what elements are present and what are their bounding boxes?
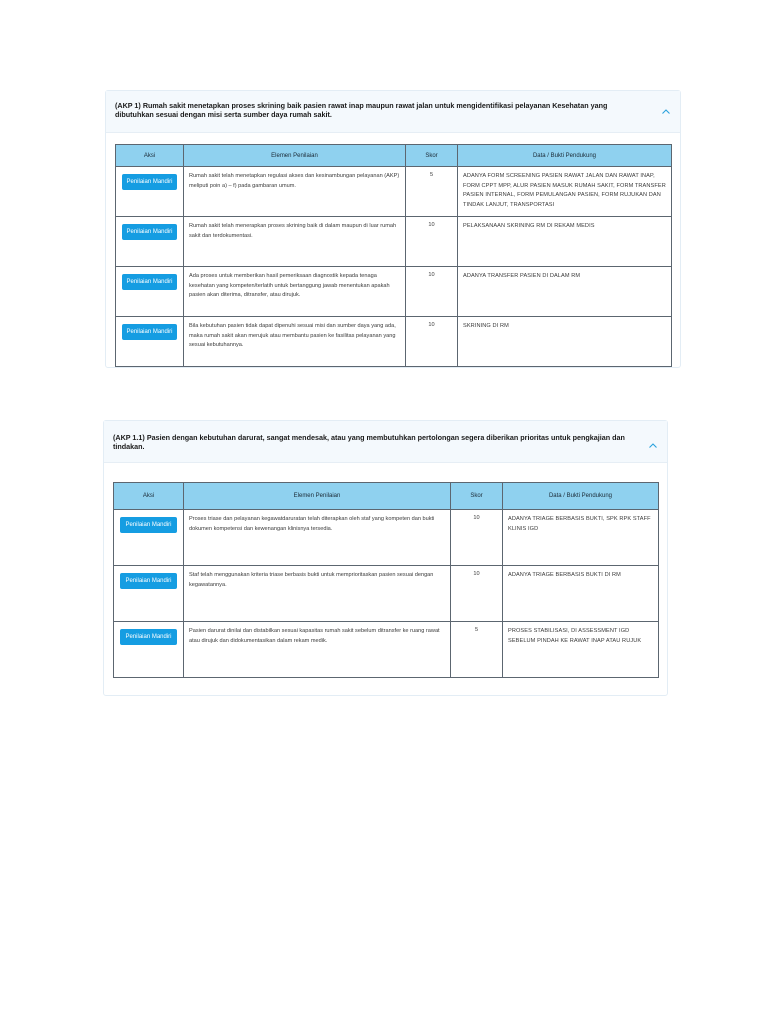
column-header-bukti: Data / Bukti Pendukung	[503, 483, 659, 510]
skor-cell: 5	[451, 622, 503, 678]
column-header-aksi: Aksi	[116, 145, 184, 167]
section-akp-1	[105, 90, 681, 368]
elemen-penilaian-cell: Proses triase dan pelayanan kegawatdaruratan telah diterapkan oleh staf yang kompeten dan bukti dokumen kompetensi dan kewenangan klinisnya tersedia.	[184, 510, 451, 566]
section-title: (AKP 1.1) Pasien dengan kebutuhan darurat, sangat mendesak, atau yang membutuhkan pertolongan segera diberikan prioritas untuk pengkajian dan tindakan.	[113, 433, 625, 451]
column-header-elemen: Elemen Penilaian	[184, 483, 451, 510]
bukti-pendukung-cell: ADANYA TRIAGE BERBASIS BUKTI, SPK RPK STAFF KLINIS IGD	[503, 510, 659, 566]
skor-cell: 10	[451, 566, 503, 622]
column-header-bukti: Data / Bukti Pendukung	[458, 145, 672, 167]
column-header-skor: Skor	[406, 145, 458, 167]
penilaian-mandiri-button[interactable]: Penilaian Mandiri	[122, 324, 177, 340]
penilaian-mandiri-button[interactable]: Penilaian Mandiri	[122, 224, 177, 240]
skor-cell: 10	[406, 267, 458, 317]
column-header-elemen: Elemen Penilaian	[184, 145, 406, 167]
chevron-up-icon[interactable]	[648, 442, 660, 452]
penilaian-mandiri-button[interactable]: Penilaian Mandiri	[122, 174, 177, 190]
column-header-aksi: Aksi	[114, 483, 184, 510]
table-row	[114, 566, 659, 622]
penilaian-mandiri-button[interactable]: Penilaian Mandiri	[122, 274, 177, 290]
elemen-penilaian-cell: Rumah sakit telah menetapkan regulasi akses dan kesinambungan pelayanan (AKP) meliputi poin a) – f) pada gambaran umum.	[184, 167, 406, 217]
bukti-pendukung-cell: ADANYA FORM SCREENING PASIEN RAWAT JALAN DAN RAWAT INAP, FORM CPPT MPP, ALUR PASIEN MASUK RUMAH SAKIT, FORM TRANSFER PASIEN INTERNAL, FORM PEMULANGAN PASIEN, FORM RUJUKAN DAN TINDAK LANJUT, TRANSPORTASI	[458, 167, 672, 217]
bukti-pendukung-cell: ADANYA TRIAGE BERBASIS BUKTI DI RM	[503, 566, 659, 622]
bukti-pendukung-cell: PELAKSANAAN SKRINING RM DI REKAM MEDIS	[458, 217, 672, 267]
assessment-table	[113, 482, 659, 678]
skor-cell: 10	[406, 317, 458, 367]
assessment-table	[115, 144, 672, 367]
elemen-penilaian-cell: Ada proses untuk memberikan hasil pemeriksaan diagnostik kepada tenaga kesehatan yang kompeten/terlatih untuk bertanggung jawab menentukan apakah pasien akan diterima, ditransfer, atau dirujuk.	[184, 267, 406, 317]
penilaian-mandiri-button[interactable]: Penilaian Mandiri	[120, 517, 177, 533]
table-row	[116, 267, 672, 317]
table-row	[114, 622, 659, 678]
section-akp-1-1	[103, 420, 668, 696]
skor-cell: 10	[451, 510, 503, 566]
penilaian-mandiri-button[interactable]: Penilaian Mandiri	[120, 573, 177, 589]
elemen-penilaian-cell: Pasien darurat dinilai dan distabilkan sesuai kapasitas rumah sakit sebelum ditransfer ke ruang rawat atau dirujuk dan didokumentasikan dalam rekam medik.	[184, 622, 451, 678]
table-row	[116, 317, 672, 367]
elemen-penilaian-cell: Staf telah menggunakan kriteria triase berbasis bukti untuk memprioritaskan pasien sesuai dengan kegawatannya.	[184, 566, 451, 622]
table-row	[116, 217, 672, 267]
elemen-penilaian-cell: Bila kebutuhan pasien tidak dapat dipenuhi sesuai misi dan sumber daya yang ada, maka rumah sakit akan merujuk atau membantu pasien ke fasilitas pelayanan yang sesuai kebutuhannya.	[184, 317, 406, 367]
column-header-skor: Skor	[451, 483, 503, 510]
penilaian-mandiri-button[interactable]: Penilaian Mandiri	[120, 629, 177, 645]
table-row	[114, 510, 659, 566]
table-row	[116, 167, 672, 217]
skor-cell: 10	[406, 217, 458, 267]
bukti-pendukung-cell: SKRINING DI RM	[458, 317, 672, 367]
section-title: (AKP 1) Rumah sakit menetapkan proses skrining baik pasien rawat inap maupun rawat jalan untuk mengidentifikasi pelayanan Kesehatan yang dibutuhkan sesuai dengan misi serta sumber daya rumah sakit.	[115, 101, 608, 119]
chevron-up-icon[interactable]	[661, 108, 673, 118]
skor-cell: 5	[406, 167, 458, 217]
bukti-pendukung-cell: PROSES STABILISASI, DI ASSESSMENT IGD SEBELUM PINDAH KE RAWAT INAP ATAU RUJUK	[503, 622, 659, 678]
bukti-pendukung-cell: ADANYA TRANSFER PASIEN DI DALAM RM	[458, 267, 672, 317]
elemen-penilaian-cell: Rumah sakit telah menerapkan proses skrining baik di dalam maupun di luar rumah sakit dan terdokumentasi.	[184, 217, 406, 267]
